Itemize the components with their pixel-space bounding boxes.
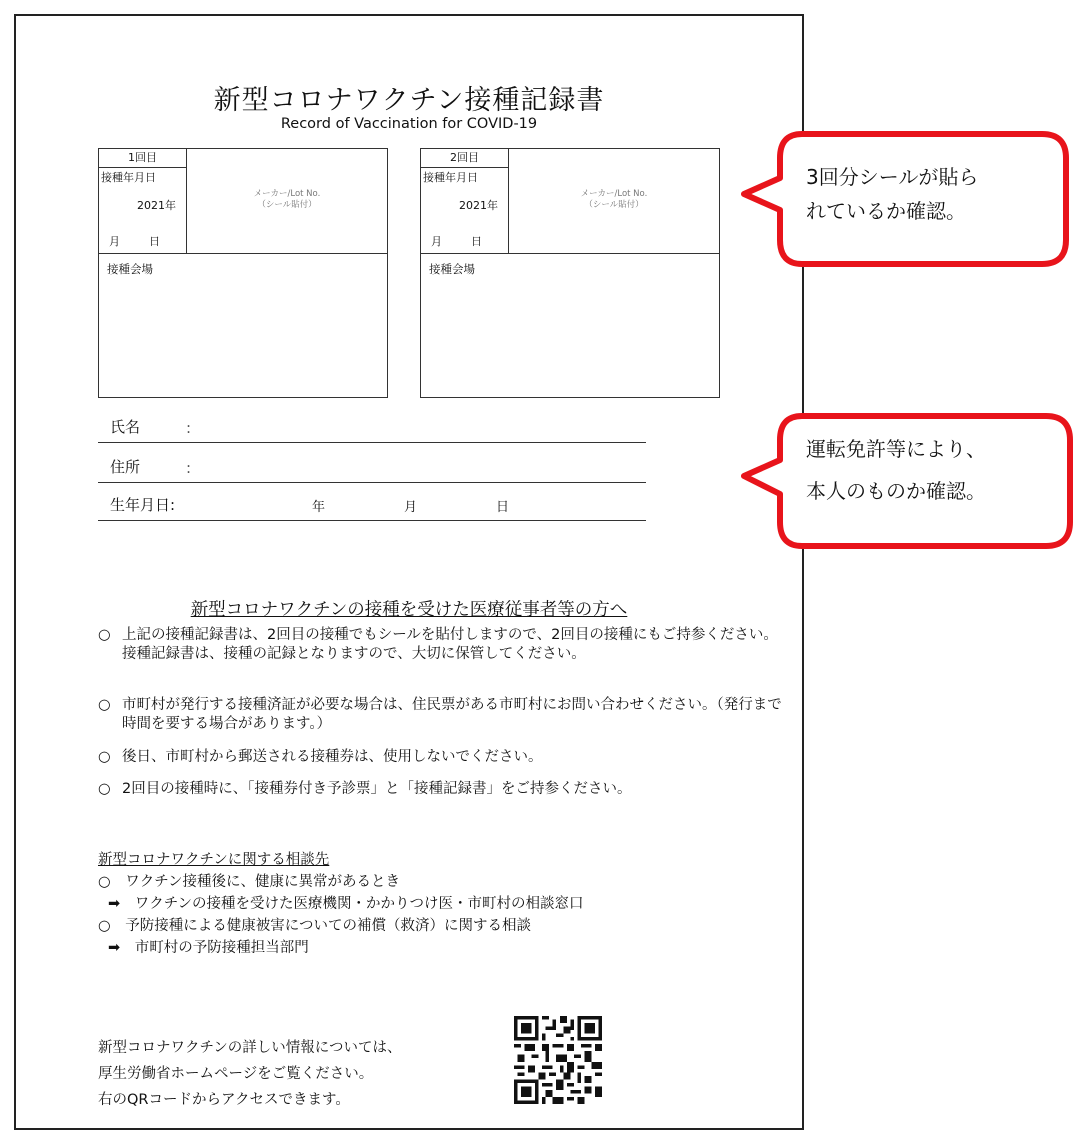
document-title: 新型コロナワクチン接種記録書 — [213, 85, 605, 116]
month-unit: 月 — [404, 500, 418, 515]
circle-bullet: ○ — [98, 749, 111, 765]
colon: : — [186, 419, 192, 437]
consult-answer-text: ワクチンの接種を受けた医療機関・かかりつけ医・市町村の相談窓口 — [134, 896, 584, 912]
consult-item — [98, 870, 400, 891]
maker-note: （シール貼付） — [257, 200, 317, 210]
month-day-label — [431, 233, 501, 249]
footer-line-1: 新型コロナワクチンの詳しい情報については、 — [98, 1040, 402, 1056]
callout-line: 3回分シールが貼ら — [806, 165, 979, 189]
consult-text: ワクチン接種後に、健康に異常があるとき — [125, 874, 401, 890]
day-unit: 日 — [496, 500, 510, 515]
dose-label: 1回目 — [99, 149, 186, 168]
dose-date-cell — [99, 149, 187, 253]
dose-label: 2回目 — [421, 149, 508, 168]
callout-line: れているか確認。 — [806, 199, 966, 223]
divider — [99, 253, 387, 254]
address-row — [98, 452, 646, 483]
notice-item — [98, 696, 788, 733]
callout-sticker-check — [736, 128, 1072, 270]
document-subtitle: Record of Vaccination for COVID-19 — [280, 116, 538, 132]
footer-line-3: 右のQRコードからアクセスできます。 — [98, 1092, 350, 1108]
consult-answer — [108, 936, 309, 957]
callout-identity-check — [736, 410, 1076, 552]
venue-label: 接種会場 — [429, 262, 475, 276]
day-label: 日 — [471, 235, 482, 248]
date-label: 接種年月日 — [423, 171, 478, 184]
vaccination-record-document — [14, 14, 804, 1130]
arrow-right-icon: ➡ — [108, 940, 121, 956]
consult-answer — [108, 892, 584, 913]
notice-item — [98, 748, 788, 767]
maker-label: メーカー/Lot No. — [580, 189, 648, 199]
date-label: 接種年月日 — [101, 171, 156, 184]
name-label: 氏名 — [110, 418, 141, 436]
maker-note: （シール貼付） — [584, 200, 644, 210]
qr-code-icon — [514, 1016, 602, 1104]
notice-heading: 新型コロナワクチンの接種を受けた医療従事者等の方へ — [190, 600, 628, 620]
venue-label: 接種会場 — [107, 262, 153, 276]
name-row — [98, 412, 646, 443]
notice-text: 後日、市町村から郵送される接種券は、使用しないでください。 — [122, 749, 543, 765]
birthdate-row — [98, 490, 646, 521]
callout-line: 本人のものか確認。 — [806, 479, 986, 503]
arrow-right-icon: ➡ — [108, 896, 121, 912]
consult-item — [98, 914, 531, 935]
notice-text: 上記の接種記録書は、2回目の接種でもシールを貼付しますので、2回目の接種にもご持参ください。接種記録書は、接種の記録となりますので、大切に保管してください。 — [122, 627, 778, 662]
notice-text: 市町村が発行する接種済証が必要な場合は、住民票がある市町村にお問い合わせください。（発行まで時間を要する場合があります。） — [122, 697, 782, 732]
callout-text — [806, 160, 978, 228]
circle-bullet: ○ — [98, 874, 111, 890]
maker-lot-sticker-area — [509, 189, 719, 211]
month-label: 月 — [431, 235, 442, 248]
consult-answer-text: 市町村の予防接種担当部門 — [134, 940, 309, 956]
circle-bullet: ○ — [98, 918, 111, 934]
circle-bullet: ○ — [98, 697, 111, 713]
maker-lot-sticker-area — [187, 189, 387, 211]
year-label: 2021年 — [459, 199, 498, 212]
notice-item — [98, 780, 788, 799]
consult-heading: 新型コロナワクチンに関する相談先 — [98, 852, 330, 868]
notice-item — [98, 626, 788, 663]
birthdate-label: 生年月日: — [110, 496, 176, 514]
colon: : — [186, 459, 192, 477]
consult-text: 予防接種による健康被害についての補償（救済）に関する相談 — [125, 918, 531, 934]
address-label: 住所 — [110, 458, 141, 476]
dose-date-cell — [421, 149, 509, 253]
callout-line: 運転免許等により、 — [806, 437, 986, 461]
divider — [421, 253, 719, 254]
notice-text: 2回目の接種時に、「接種券付き予診票」と「接種記録書」をご持参ください。 — [122, 781, 632, 797]
maker-label: メーカー/Lot No. — [253, 189, 321, 199]
dose-box-2 — [420, 148, 720, 398]
callout-text — [806, 432, 986, 508]
month-day-label — [109, 233, 179, 249]
footer-line-2: 厚生労働省ホームページをご覧ください。 — [98, 1066, 374, 1082]
year-unit: 年 — [312, 500, 326, 515]
day-label: 日 — [149, 235, 160, 248]
circle-bullet: ○ — [98, 781, 111, 797]
month-label: 月 — [109, 235, 120, 248]
dose-box-1 — [98, 148, 388, 398]
year-label: 2021年 — [137, 199, 176, 212]
circle-bullet: ○ — [98, 627, 111, 643]
